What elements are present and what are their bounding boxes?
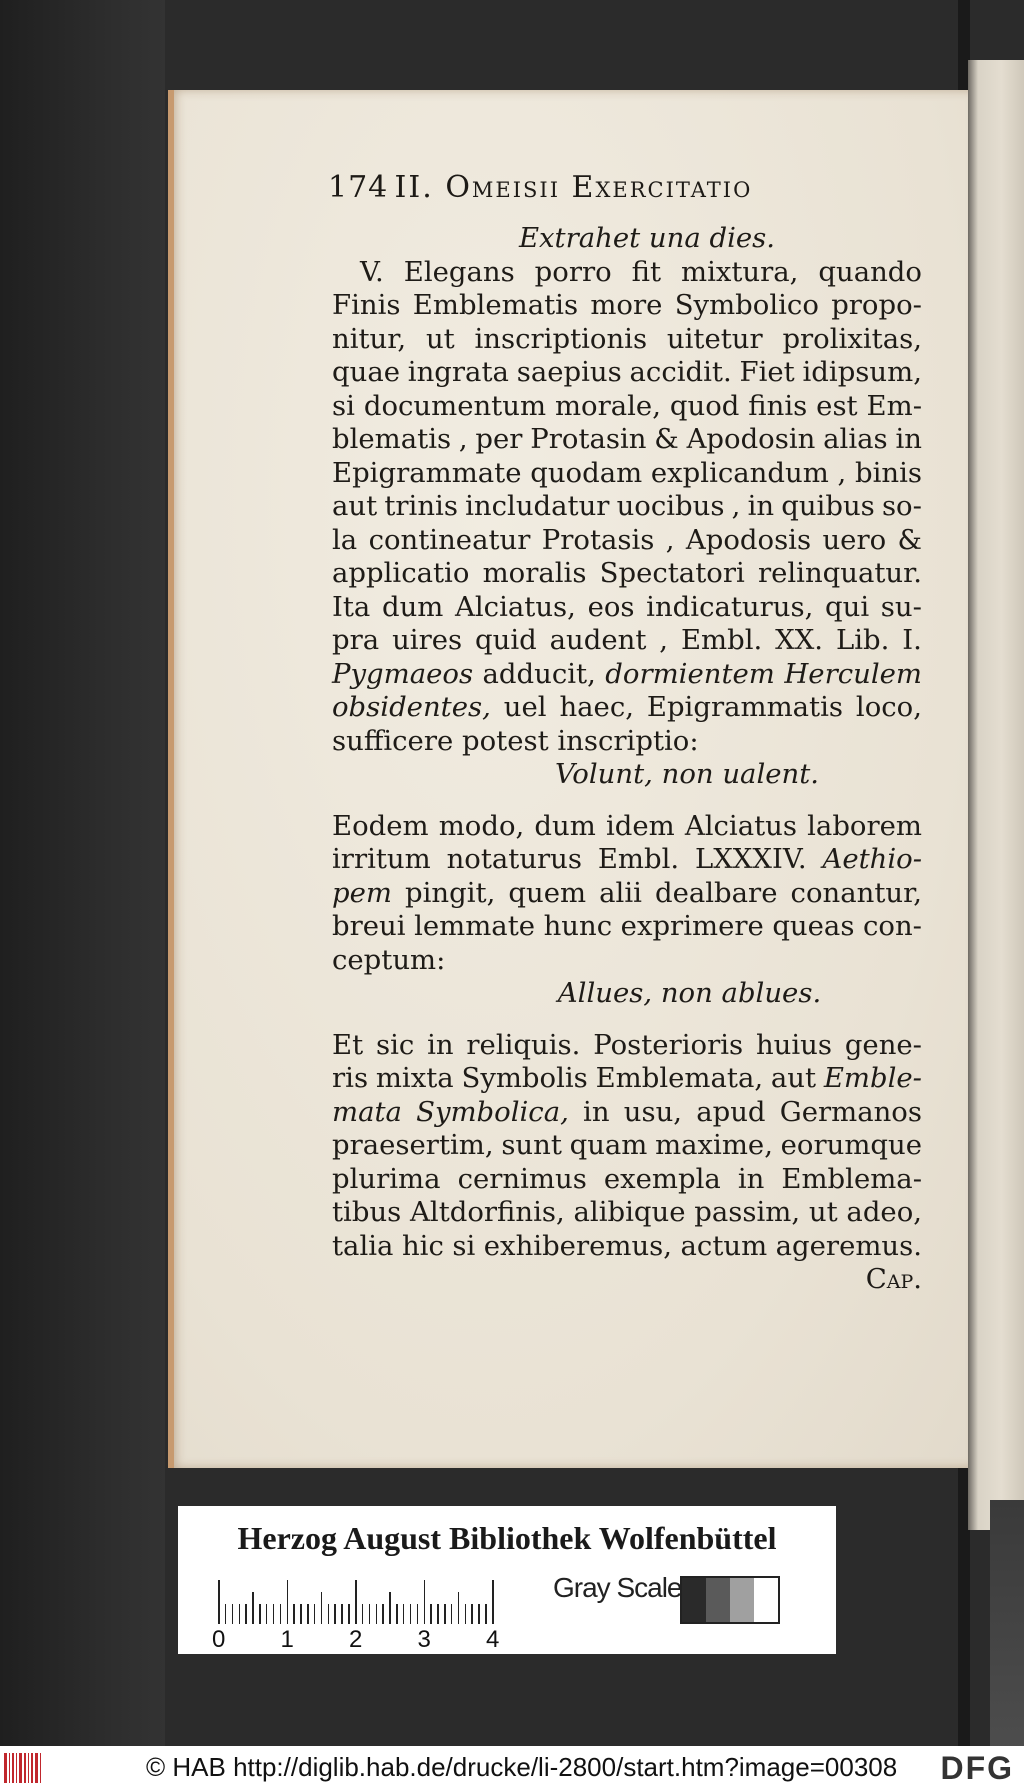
word: quae [332, 356, 400, 388]
word: , [458, 423, 468, 455]
book-clip [990, 1500, 1024, 1750]
ruler-tick [355, 1580, 357, 1624]
word: praesertim, [332, 1129, 494, 1161]
word: alii [599, 876, 642, 909]
word: con- [862, 910, 922, 942]
word: dealbare [654, 876, 778, 909]
word: quodam [530, 456, 643, 489]
word: alibique [573, 1196, 686, 1228]
ruler-tick [389, 1592, 391, 1624]
word: notaturus [446, 843, 583, 875]
viewer-footer [0, 1746, 1024, 1789]
ruler-number: 4 [486, 1626, 500, 1653]
word: pra [332, 624, 380, 656]
barcode-bar [28, 1753, 29, 1783]
text-line [332, 658, 922, 692]
word: dum [381, 590, 444, 623]
word: est [816, 389, 858, 422]
ruler-tick [465, 1604, 467, 1624]
word: Germanos [779, 1095, 922, 1128]
word: Emblema- [781, 1162, 922, 1195]
ruler-tick [485, 1604, 487, 1624]
word: mixtura, [681, 255, 799, 288]
ruler-tick [478, 1604, 480, 1624]
word: in [895, 423, 922, 455]
word: I. [902, 624, 922, 656]
gray-scale-swatch [680, 1576, 780, 1624]
word: accidit. [629, 356, 732, 388]
ruler-tick [314, 1604, 316, 1624]
text-line [332, 1096, 922, 1130]
ruler-tick [451, 1604, 453, 1624]
word: modo, [438, 809, 525, 842]
spacer [332, 792, 922, 810]
word: Epigrammate [332, 456, 522, 489]
ruler-number: 2 [349, 1626, 363, 1653]
word: documentum [363, 389, 547, 422]
word: blematis [332, 423, 452, 455]
word: mata [332, 1095, 402, 1128]
word: LXXXIV. [694, 843, 807, 875]
word: ingrata [407, 356, 509, 388]
ruler-tick [287, 1580, 289, 1624]
word: actum [680, 1229, 768, 1262]
word: applicatio [332, 557, 470, 589]
word: aut [332, 490, 378, 522]
word: explicandum [650, 456, 829, 489]
word: gene- [844, 1028, 922, 1061]
word: porro [534, 255, 612, 288]
ruler-tick [245, 1604, 247, 1624]
text-line [332, 910, 922, 944]
ruler-tick [492, 1580, 494, 1624]
text-line [332, 323, 922, 357]
word: qui [825, 590, 870, 623]
word: aut [770, 1062, 817, 1094]
word: mixta [375, 1062, 454, 1094]
barcode-bar [9, 1753, 10, 1783]
word: maxime, [655, 1129, 773, 1161]
word: quando [818, 255, 922, 288]
text-line [332, 877, 922, 911]
text-line [332, 1129, 922, 1163]
word: sunt [501, 1129, 562, 1161]
ruler-tick [218, 1580, 220, 1624]
word: alias [823, 423, 888, 455]
ruler-number: 0 [212, 1626, 226, 1653]
text-line [332, 843, 922, 877]
word: ageremus. [775, 1229, 922, 1262]
text-line [332, 810, 922, 844]
word: quibus [781, 490, 875, 522]
word: finis [748, 389, 808, 422]
gray-patch [706, 1578, 730, 1622]
ruler-tick [458, 1592, 460, 1624]
ruler-tick [321, 1592, 323, 1624]
word: Emblematis [412, 289, 579, 321]
word: laborem [807, 809, 922, 842]
ruler-tick [259, 1604, 261, 1624]
word: exempla [603, 1162, 721, 1195]
word: usu, [623, 1095, 683, 1128]
word: si [452, 1229, 476, 1262]
text-line [332, 524, 922, 558]
word: quod [669, 389, 740, 422]
word: , [665, 523, 675, 556]
word: Finis [332, 289, 401, 321]
word: uel [503, 691, 547, 723]
word: fit [631, 255, 662, 288]
word: in [737, 1162, 765, 1195]
word: in [583, 1095, 610, 1128]
ruler-tick [396, 1604, 398, 1624]
word: cernimus [457, 1162, 587, 1195]
ruler-tick [293, 1604, 295, 1624]
ruler-tick [266, 1604, 268, 1624]
word: ris [332, 1062, 369, 1094]
word: nitur, [332, 322, 407, 355]
word: reliquis. [466, 1028, 581, 1061]
word: contineatur [368, 523, 531, 556]
word: uires [392, 624, 463, 656]
barcode-icon [4, 1753, 48, 1783]
word: Posterioris [593, 1028, 744, 1061]
ruler-tick [280, 1604, 282, 1624]
word: Spectatori [599, 557, 745, 589]
word: obsidentes, [332, 691, 491, 723]
ruler-tick [334, 1604, 336, 1624]
ruler-tick [444, 1604, 446, 1624]
word: prolixitas, [782, 322, 922, 355]
word: loco, [855, 691, 922, 723]
word: queas [772, 910, 855, 942]
ruler-tick [369, 1604, 371, 1624]
ruler-tick [328, 1604, 330, 1624]
word: talia [332, 1229, 394, 1262]
word: hunc [543, 910, 613, 942]
word: quam [569, 1129, 648, 1161]
word: relinquatur. [757, 557, 922, 589]
word: uero [822, 523, 887, 556]
ruler-tick [410, 1604, 412, 1624]
word: & [654, 423, 679, 455]
ruler-tick [437, 1604, 439, 1624]
ruler-tick [225, 1604, 227, 1624]
word: Eodem [332, 809, 429, 842]
ruler-number: 3 [417, 1626, 431, 1653]
text-line: Volunt, non ualent. [554, 758, 820, 790]
word: XX. [775, 624, 824, 656]
text-line [332, 591, 922, 625]
text-line [332, 1196, 922, 1230]
word: Protasin [530, 423, 647, 455]
ruler-tick [403, 1604, 405, 1624]
text-line [332, 1062, 922, 1096]
word: Ita [332, 590, 371, 623]
word: inscriptionis [474, 322, 648, 355]
word: Embl. [597, 843, 680, 875]
word: pingit, [405, 876, 496, 909]
ruler-tick [417, 1604, 419, 1624]
gray-patch [754, 1578, 778, 1622]
barcode-bar [40, 1753, 41, 1783]
word: Pygmaeos [332, 657, 474, 690]
word: quid [475, 624, 537, 656]
word: Aethio- [822, 843, 922, 875]
gray-patch [682, 1578, 706, 1622]
word: in [747, 490, 775, 522]
word: eos [587, 590, 635, 623]
text-line [332, 1029, 922, 1063]
word: Altdorfinis, [410, 1196, 565, 1228]
word: indicaturus, [646, 590, 814, 623]
word: uitetur [666, 322, 763, 355]
ruler-tick [232, 1604, 234, 1624]
word: ut [808, 1196, 838, 1228]
text-line: ceptum: [332, 943, 446, 976]
word: tibus [332, 1196, 402, 1228]
ruler-tick [239, 1604, 241, 1624]
word: binis [854, 456, 922, 489]
ruler-tick [362, 1604, 364, 1624]
ruler-tick [376, 1604, 378, 1624]
text-line [332, 691, 922, 725]
word: Fiet [739, 356, 795, 388]
ruler-tick [307, 1604, 309, 1624]
library-name: Herzog August Bibliothek Wolfenbüttel [237, 1520, 777, 1556]
word: huius [755, 1028, 832, 1061]
text-line [332, 624, 922, 658]
page-number: 174 [328, 170, 389, 205]
word: so- [881, 490, 922, 522]
word: includatur [465, 490, 610, 522]
word: pem [332, 876, 392, 909]
word: conantur, [790, 876, 922, 909]
word: dum [534, 809, 596, 842]
text-line [332, 1163, 922, 1197]
word: Embl. [680, 624, 763, 656]
page-text [332, 222, 922, 1297]
binding-shadow [0, 0, 165, 1746]
word: Symbolis [461, 1062, 588, 1094]
word: adducit, [482, 657, 596, 690]
text-line: Extrahet una dies. [518, 222, 776, 254]
word: passim, [694, 1196, 801, 1228]
text-line [332, 356, 922, 390]
word: idem [605, 809, 675, 842]
citation-link[interactable]: © HAB http://diglib.hab.de/drucke/li-2800/start.htm?image=00308 [146, 1752, 898, 1782]
running-title: II. Omeisii Exercitatio [394, 170, 753, 205]
word: Emblemata, [595, 1062, 764, 1094]
gray-patch [730, 1578, 754, 1622]
ruler-tick [424, 1580, 426, 1624]
word: dormientem [605, 657, 775, 690]
word: plurima [332, 1162, 441, 1195]
word: Elegans [403, 255, 515, 288]
word: Symbolica, [416, 1095, 569, 1128]
word: quem [508, 876, 587, 909]
word: Alciatus [684, 809, 797, 842]
word: trinis [384, 490, 458, 522]
word: per [475, 423, 523, 455]
word: exprimere [620, 910, 764, 942]
dfg-logo: DFG [940, 1750, 1014, 1786]
word: su- [880, 590, 922, 623]
text-line [332, 256, 922, 290]
spacer [332, 1011, 922, 1029]
ruler-tick [341, 1604, 343, 1624]
word: Lib. [835, 624, 890, 656]
text-line [332, 457, 922, 491]
barcode-bar [4, 1753, 7, 1783]
ruler-tick [348, 1604, 350, 1624]
word: saepius [516, 356, 622, 388]
word: more [590, 289, 663, 321]
word: & [897, 523, 922, 556]
word: breui [332, 910, 406, 942]
word: Symbolico [674, 289, 819, 321]
word: Emble- [823, 1062, 922, 1094]
word: Epigrammatis [646, 691, 844, 723]
word: haec, [559, 691, 634, 723]
word: V. [360, 255, 384, 288]
color-reference-card [178, 1506, 836, 1654]
ruler-number: 1 [280, 1626, 294, 1653]
word: ut [425, 322, 455, 355]
word: uocibus [616, 490, 725, 522]
text-line [332, 490, 922, 524]
word: morale, [554, 389, 661, 422]
barcode-bar [31, 1753, 33, 1783]
running-head [328, 170, 858, 210]
word: , [837, 456, 847, 489]
text-line: Allues, non ablues. [557, 977, 822, 1009]
word: , [731, 490, 741, 522]
ruler-tick [252, 1592, 254, 1624]
barcode-bar [19, 1753, 22, 1783]
barcode-bar [16, 1753, 17, 1783]
word: exhiberemus, [483, 1229, 673, 1262]
text-line [332, 390, 922, 424]
word: in [427, 1028, 454, 1061]
ruler-tick [430, 1604, 432, 1624]
word: hic [401, 1229, 444, 1262]
text-line: sufficere potest inscriptio: [332, 724, 699, 757]
word: la [332, 523, 358, 556]
ruler-tick [300, 1604, 302, 1624]
word: moralis [482, 557, 587, 589]
word: audent [549, 624, 647, 656]
word: Herculem [784, 657, 922, 690]
word: si [332, 389, 355, 422]
word: , [659, 624, 669, 656]
ruler-tick [471, 1604, 473, 1624]
facing-page-edge [968, 60, 1024, 1530]
word: Et [332, 1028, 364, 1061]
text-line [332, 557, 922, 591]
word: sic [375, 1028, 415, 1061]
barcode-bar [24, 1753, 26, 1783]
word: idipsum, [802, 356, 922, 388]
word: adeo, [846, 1196, 922, 1228]
word: Em- [866, 389, 922, 422]
ruler-tick [382, 1604, 384, 1624]
barcode-bar [12, 1753, 14, 1783]
word: eorumque [780, 1129, 922, 1161]
text-line [332, 1230, 922, 1264]
word: irritum [332, 843, 431, 875]
word: Apodosis [685, 523, 812, 556]
ruler-tick [273, 1604, 275, 1624]
gray-scale-label: Gray Scale [553, 1572, 682, 1603]
word: Apodosin [686, 423, 816, 455]
text-line [332, 289, 922, 323]
word: Alciatus, [455, 590, 576, 623]
text-line [332, 423, 922, 457]
word: lemmate [414, 910, 536, 942]
word: Protasis [541, 523, 655, 556]
barcode-bar [35, 1753, 38, 1783]
word: apud [696, 1095, 766, 1128]
word: propo- [831, 289, 922, 321]
catchword: Cap. [865, 1263, 922, 1295]
measurement-ruler [218, 1574, 508, 1624]
